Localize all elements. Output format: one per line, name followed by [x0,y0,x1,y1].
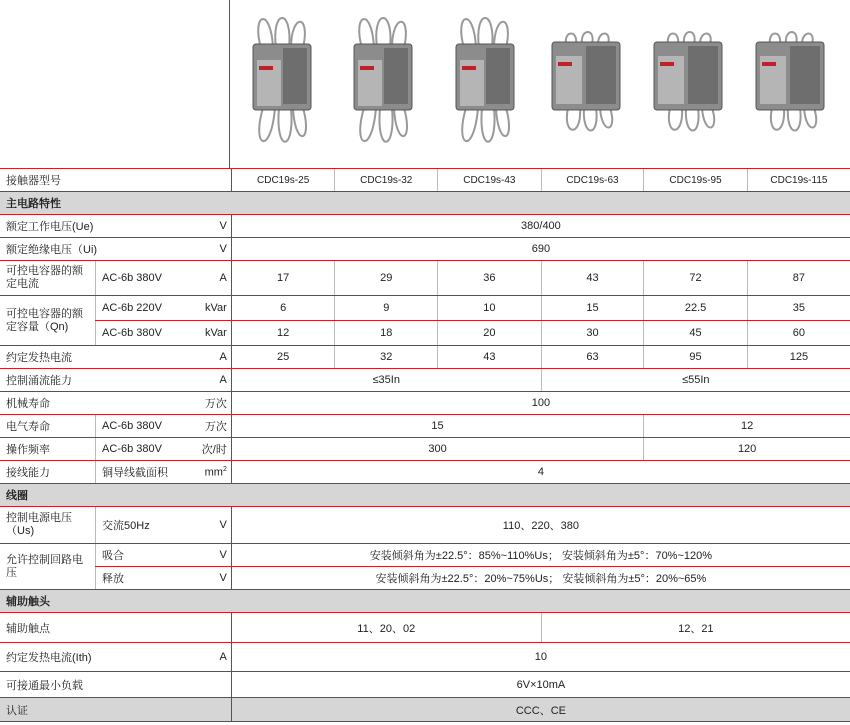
row-freq [0,438,850,461]
row-value: 43 [438,346,542,369]
row-thermal [0,346,850,369]
row-unit: 万次 [186,415,231,438]
row-unit: A [186,369,231,392]
row-release [0,567,850,590]
section-title: 主电路特性 [0,192,850,215]
model-cell: CDC19s-43 [438,169,542,192]
row-condition: 交流50Hz [96,507,187,544]
row-label: 认证 [0,698,231,722]
row-value: 72 [644,261,748,296]
row-value: 10 [438,296,542,321]
model-cell: CDC19s-63 [541,169,644,192]
model-cell: CDC19s-115 [747,169,850,192]
row-value: 120 [644,438,850,461]
row-unit: V [186,567,231,590]
section-row-coil [0,484,850,507]
row-value: 25 [231,346,335,369]
unit-sup: 2 [222,465,227,473]
row-value: 15 [231,415,643,438]
row-min-load [0,672,850,698]
contactor-product-image [332,8,432,158]
row-wiring [0,461,850,484]
row-condition: AC-6b 380V [96,438,187,461]
row-capacity-380 [0,321,850,346]
row-value: 35 [747,296,850,321]
row-value: 30 [541,321,644,346]
row-value: 60 [747,321,850,346]
row-value: ≤55In [541,369,850,392]
row-unit: 万次 [186,392,231,415]
model-row [0,169,850,192]
row-value: 9 [335,296,438,321]
contactor-product-image [740,8,840,158]
row-value: 12 [644,415,850,438]
row-label: 接线能力 [0,461,96,484]
row-us [0,507,850,544]
contactor-product-image [536,8,636,158]
row-value: 32 [335,346,438,369]
section-title: 辅助触头 [0,590,850,613]
row-unit: V [186,238,231,261]
row-value: 380/400 [231,215,850,238]
row-condition: 释放 [96,567,187,590]
row-value: 300 [231,438,643,461]
row-value: 125 [747,346,850,369]
row-label: 辅助触点 [0,613,231,643]
row-label: 约定发热电流 [0,346,186,369]
model-cell: CDC19s-32 [335,169,438,192]
row-value: 45 [644,321,748,346]
row-label: 可控电容器的额定电流 [0,261,96,296]
row-unit: kVar [186,296,231,321]
row-value: CCC、CE [231,698,850,722]
row-label: 允许控制回路电压 [0,544,96,590]
row-value: 12、21 [541,613,850,643]
row-value: 36 [438,261,542,296]
row-capacity-220 [0,296,850,321]
row-value: 安装倾斜角为±22.5°：20%~75%Us； 安装倾斜角为±5°：20%~65% [231,567,850,590]
row-unit: V [186,215,231,238]
row-aux-contacts [0,613,850,643]
row-value: 43 [541,261,644,296]
row-value: 29 [335,261,438,296]
row-value: 4 [231,461,850,484]
row-value: 87 [747,261,850,296]
row-value: 6V×10mA [231,672,850,698]
row-value: 18 [335,321,438,346]
row-pick [0,544,850,567]
row-unit: kVar [186,321,231,346]
model-cell: CDC19s-25 [231,169,335,192]
row-cert [0,698,850,722]
product-images-row [0,0,850,168]
row-unit: V [186,544,231,567]
row-value: 12 [231,321,335,346]
row-value: 63 [541,346,644,369]
row-condition: AC-6b 220V [96,296,187,321]
row-value: 10 [231,643,850,672]
row-label: 控制电源电压（Us) [0,507,96,544]
contactor-product-image [434,8,534,158]
row-ith [0,643,850,672]
row-unit: A [186,643,231,672]
row-condition: 铜导线截面积 [96,461,187,484]
row-current [0,261,850,296]
row-unit: V [186,507,231,544]
row-value: 11、20、02 [231,613,541,643]
row-label: 额定绝缘电压（Ui) [0,238,186,261]
contactor-product-image [638,8,738,158]
row-mech [0,392,850,415]
row-label: 约定发热电流(Ith) [0,643,186,672]
row-label: 机械寿命 [0,392,186,415]
row-label: 额定工作电压(Ue) [0,215,186,238]
row-value: 690 [231,238,850,261]
row-value: 6 [231,296,335,321]
row-unit: A [186,261,231,296]
row-value: 95 [644,346,748,369]
row-label: 电气寿命 [0,415,96,438]
row-value: 22.5 [644,296,748,321]
row-value: 安装倾斜角为±22.5°：85%~110%Us； 安装倾斜角为±5°：70%~120% [231,544,850,567]
vertical-divider [229,0,230,168]
row-unit: A [186,346,231,369]
row-condition: AC-6b 380V [96,321,187,346]
section-title: 线圈 [0,484,850,507]
row-condition: AC-6b 380V [96,415,187,438]
model-cell: CDC19s-95 [644,169,748,192]
row-ue [0,215,850,238]
section-row-aux [0,590,850,613]
row-value: 20 [438,321,542,346]
row-ui [0,238,850,261]
row-condition: 吸合 [96,544,187,567]
section-row-main [0,192,850,215]
row-surge [0,369,850,392]
row-unit: 次/时 [186,438,231,461]
row-label: 控制涌流能力 [0,369,186,392]
row-label: 可接通最小负载 [0,672,231,698]
row-elec [0,415,850,438]
model-header-label: 接触器型号 [0,169,231,192]
row-condition: AC-6b 380V [96,261,187,296]
row-unit [186,461,231,484]
row-value: 17 [231,261,335,296]
row-value: 110、220、380 [231,507,850,544]
spec-table [0,168,850,722]
row-label: 可控电容器的额定容量（Qn) [0,296,96,346]
row-value: 100 [231,392,850,415]
unit-text: mm [204,466,223,479]
row-label: 操作频率 [0,438,96,461]
contactor-product-image [231,8,331,158]
row-value: 15 [541,296,644,321]
row-value: ≤35In [231,369,541,392]
